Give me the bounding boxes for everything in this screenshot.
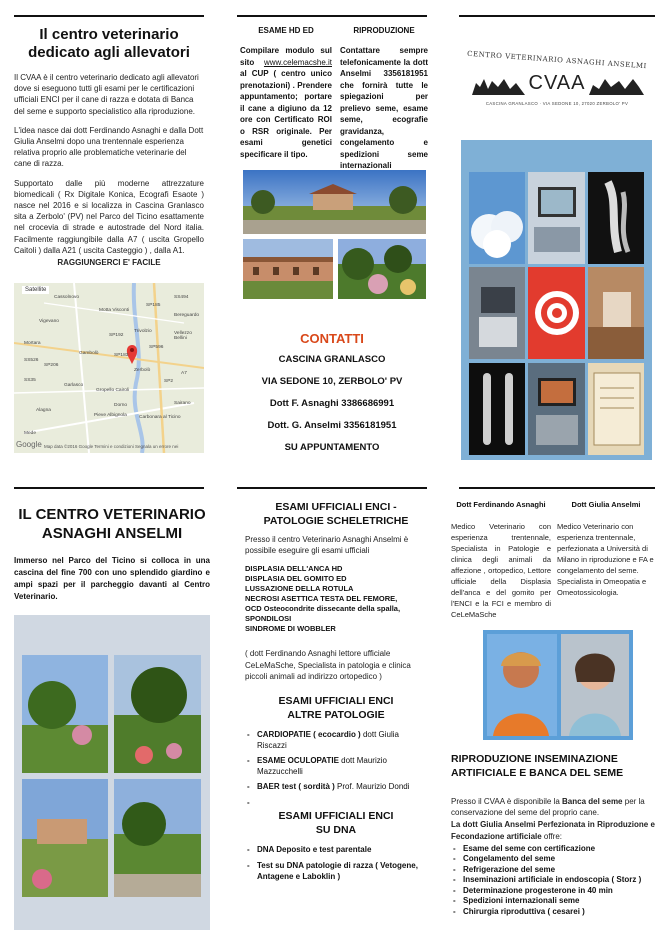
bottom-mid-rule bbox=[237, 487, 427, 489]
top-left-rule bbox=[14, 15, 204, 17]
exam-info-panel bbox=[240, 26, 428, 172]
intro-title: Il centro veterinario dedicato agli allevatori bbox=[28, 26, 190, 61]
other-exams-list bbox=[245, 730, 427, 793]
list-item: - Determinazione progesterone in 40 min bbox=[451, 886, 655, 897]
doctor-asnaghi-name: Dott Ferdinando Asnaghi bbox=[456, 500, 546, 509]
contact-appointment: SU APPUNTAMENTO bbox=[284, 442, 380, 453]
list-item: - Chirurgia riproduttiva ( cesarei ) bbox=[451, 907, 655, 918]
garden-photo bbox=[338, 239, 426, 299]
room-photo bbox=[588, 267, 644, 359]
intro-panel bbox=[14, 26, 204, 268]
location-map[interactable] bbox=[14, 283, 204, 453]
reproduction-text: Contattare sempre telefonicamente la dott Anselmi 3356181951 che fornirà tutte le spiegazioni per prelievo seme, esame seme, ecografie gravidanza, congelamento e spedizioni seme internazionali bbox=[340, 46, 428, 170]
list-item: - DNA Deposito e test parentale bbox=[245, 845, 427, 856]
logo-cvaa: CVAA bbox=[528, 72, 586, 94]
intro-paragraph-3: Supportato dalle più moderne attrezzature biomedicali ( Rx Digitale Konica, Ecografi Esaote ) nasce nel 2016 e si localizza in Cascina Granlasco sita a Zerbolo' (PV) nel Parco del Ticino esattamente nel crocevia di strade e autostrade del Nord italia. Facilmente raggiungibile dalla A7 ( uscita Gropello Caitoli ) dalla A21 ( uscita Casteggio ) , dalla A1. bbox=[14, 178, 204, 255]
semen-bank-intro: Presso il CVAA è disponibile la Banca del seme per la conservazione del seme del proprio cane. bbox=[451, 797, 645, 818]
doctor-asnaghi-bio: Medico Veterinario con esperienza trentennale, Specialista in Patologie e clinica degli animali da affezione , ortopedico, Lettore ufficiale della Displasia dell'anca e del gomito per l'ENCI e la FCI e membro di CeLeMaSche bbox=[451, 522, 551, 619]
exams-panel bbox=[245, 500, 427, 882]
center-panel bbox=[14, 505, 210, 603]
celemasche-link[interactable]: www.celemacshe.it bbox=[263, 57, 332, 67]
services-list bbox=[451, 844, 655, 918]
dash-separator: - bbox=[247, 797, 250, 807]
exam-item: SINDROME DI WOBBLER bbox=[245, 624, 336, 634]
list-item: - Refrigerazione del seme bbox=[451, 865, 655, 876]
garden-photo-2 bbox=[114, 655, 201, 773]
exam-item: OCD Osteocondrite dissecante della spalla, bbox=[245, 604, 401, 614]
animal-silhouettes-icon bbox=[470, 73, 525, 95]
hd-ed-title: ESAME HD ED bbox=[258, 26, 314, 35]
doctors-panel bbox=[451, 500, 655, 620]
top-mid-rule bbox=[237, 15, 427, 17]
list-item: - Test su DNA patologie di razza ( Vetogene, Antagene e Laboklin ) bbox=[245, 861, 427, 882]
dna-exams-title: ESAMI UFFICIALI ENCI SU DNA bbox=[278, 809, 394, 836]
map-satellite-toggle[interactable]: Satellite bbox=[22, 286, 49, 294]
list-item: - Esame del seme con certificazione bbox=[451, 844, 655, 855]
logo-arc-text: CENTRO VETERINARIO ASNAGHI ANSELMI bbox=[466, 49, 648, 71]
farmhouse-panorama-photo bbox=[243, 170, 426, 234]
skeletal-exams-title: ESAMI UFFICIALI ENCI - PATOLOGIE SCHELETRICHE bbox=[263, 501, 409, 527]
contact-phone-asnaghi[interactable]: Dott F. Asnaghi 3386686991 bbox=[269, 398, 395, 409]
logo-address: CASCINA GRANLASCO · VIA SEDONE 10, 27020 ZERBOLO' PV bbox=[485, 101, 629, 106]
map-footer: Map data ©2016 Google Termini e condizioni Segnala un errore nei bbox=[44, 444, 179, 449]
intro-paragraph-1: Il CVAA è il centro veterinario dedicato agli allevatori dove si eseguono tutti gli esami per le certificazioni ufficiali ENCI per il cane di razza e dotata di Banca del seme e supporto specialistico alla riproduzione. bbox=[14, 73, 199, 116]
skeletal-exam-list bbox=[245, 564, 427, 634]
garden-photo-3 bbox=[22, 779, 108, 897]
monitor-photo bbox=[528, 172, 584, 264]
reach-us-label: RAGGIUNGERCI E' FACILE bbox=[57, 258, 161, 268]
map-google-logo: Google bbox=[16, 440, 42, 449]
equipment-collage bbox=[461, 140, 652, 460]
doctor-anselmi-name: Dott Giulia Anselmi bbox=[571, 500, 641, 509]
building-photo bbox=[243, 239, 333, 299]
xray-legs-photo bbox=[469, 363, 525, 455]
list-item: - Congelamento del seme bbox=[451, 854, 655, 865]
contact-phone-anselmi[interactable]: Dott. G. Anselmi 3356181951 bbox=[267, 420, 397, 431]
animal-silhouettes-right-icon bbox=[589, 73, 644, 95]
bottom-right-rule bbox=[459, 487, 655, 489]
ultrasound-photo bbox=[469, 267, 525, 359]
list-item: - Spedizioni internazionali seme bbox=[451, 896, 655, 907]
contact-address-1: CASCINA GRANLASCO bbox=[278, 354, 386, 365]
exam-item: LUSSAZIONE DELLA ROTULA bbox=[245, 584, 354, 594]
doctor-anselmi-bio: Medico Veterinario con esperienza trentennale, perfezionata a Università di Milano in riproduzione e FA e congelamento del seme. Specialista in Omeopatia e Omeotossicologia. bbox=[557, 522, 654, 597]
certificate-photo bbox=[588, 363, 644, 455]
reproduction-section-title: RIPRODUZIONE INSEMINAZIONE ARTIFICIALE E BANCA DEL SEME bbox=[451, 753, 624, 779]
intro-paragraph-2: L'idea nasce dai dott Ferdinando Asnaghi e dalla Dott Giulia Anselmi dopo una trentennale esperienza relativa proprio alle problematiche veterinarie del cane di razza. bbox=[14, 125, 204, 169]
exam-item: SPONDILOSI bbox=[245, 614, 292, 624]
garden-photo-4 bbox=[114, 779, 201, 897]
contacts-title: CONTATTI bbox=[300, 331, 364, 346]
garden-photo-1 bbox=[22, 655, 108, 773]
reproduction-title: RIPRODUZIONE bbox=[353, 26, 415, 35]
doctors-photo bbox=[483, 630, 633, 740]
map-places: Cassolnovo Motta Visconti Vigevano Bereguardo Trivolzio Vellezzo Bellini Mortara Gambolò Gropello Cairoli Zerbolò Garlasco Dorno Carbonara al Ticino Alagna Pieve Albignola Sairano Mede SS494 SS526 SP192 SP206 SP596 SP183 SS35 SP2 A7 SP185 bbox=[24, 295, 200, 436]
hd-ed-text: Compilare modulo sul sito www.celemacshe.it al CUP ( centro unico prenotazioni) . Prendere appuntamento; portare il cane a digiuno da 12 ore con Certificato ROI o RSR originale. Per esami genetici specificare il tipo. bbox=[240, 46, 332, 159]
dna-exams-list bbox=[245, 845, 427, 883]
target-icon-photo bbox=[528, 267, 584, 359]
top-right-rule bbox=[459, 15, 655, 17]
other-exams-title: ESAMI UFFICIALI ENCI ALTRE PATOLOGIE bbox=[278, 695, 394, 722]
logo-panel bbox=[459, 30, 655, 130]
exam-item: DISPLASIA DEL GOMITO ED bbox=[245, 574, 347, 584]
anselmi-offer-intro: La dott Giulia Anselmi Perfezionata in Riproduzione e Fecondazione artificiale offre: bbox=[451, 820, 655, 841]
list-item: - CARDIOPATIE ( ecocardio ) dott Giulia Riscazzi bbox=[245, 730, 427, 751]
clouds-photo bbox=[469, 172, 525, 264]
asnaghi-note: ( dott Ferdinando Asnaghi lettore ufficiale CeLeMaSche, Specialista in patologia e clinica piccoli animali ad indirizzo ortopedico ) bbox=[245, 649, 411, 681]
endoscopy-photo bbox=[528, 363, 584, 455]
contact-address-2: VIA SEDONE 10, ZERBOLO' PV bbox=[261, 376, 403, 387]
garden-collage bbox=[14, 615, 210, 930]
exam-item: NECROSI ASETTICA TESTA DEL FEMORE, bbox=[245, 594, 398, 604]
center-text: Immerso nel Parco del Ticino si colloca in una cascina del fine 700 con uno splendido giardino e ampi spazi per il parcheggio davanti al Centro Veterinario. bbox=[14, 556, 210, 601]
list-item: - BAER test ( sordità ) Prof. Maurizio Dondi bbox=[245, 782, 427, 793]
contacts-section bbox=[237, 331, 427, 453]
bottom-left-rule bbox=[14, 487, 204, 489]
list-item: - ESAME OCULOPATIE dott Maurizio Mazzucchelli bbox=[245, 756, 427, 777]
xray-elbow-photo bbox=[588, 172, 644, 264]
exam-item: DISPLASIA DELL'ANCA HD bbox=[245, 564, 343, 574]
reproduction-panel bbox=[451, 752, 655, 917]
center-title: IL CENTRO VETERINARIO ASNAGHI ANSELMI bbox=[18, 506, 206, 542]
list-item: - Inseminazioni artificiale in endoscopia ( Storz ) bbox=[451, 875, 655, 886]
skeletal-exams-intro: Presso il centro Veterinario Asnaghi Anselmi è possibile eseguire gli esami ufficiali bbox=[245, 535, 409, 556]
